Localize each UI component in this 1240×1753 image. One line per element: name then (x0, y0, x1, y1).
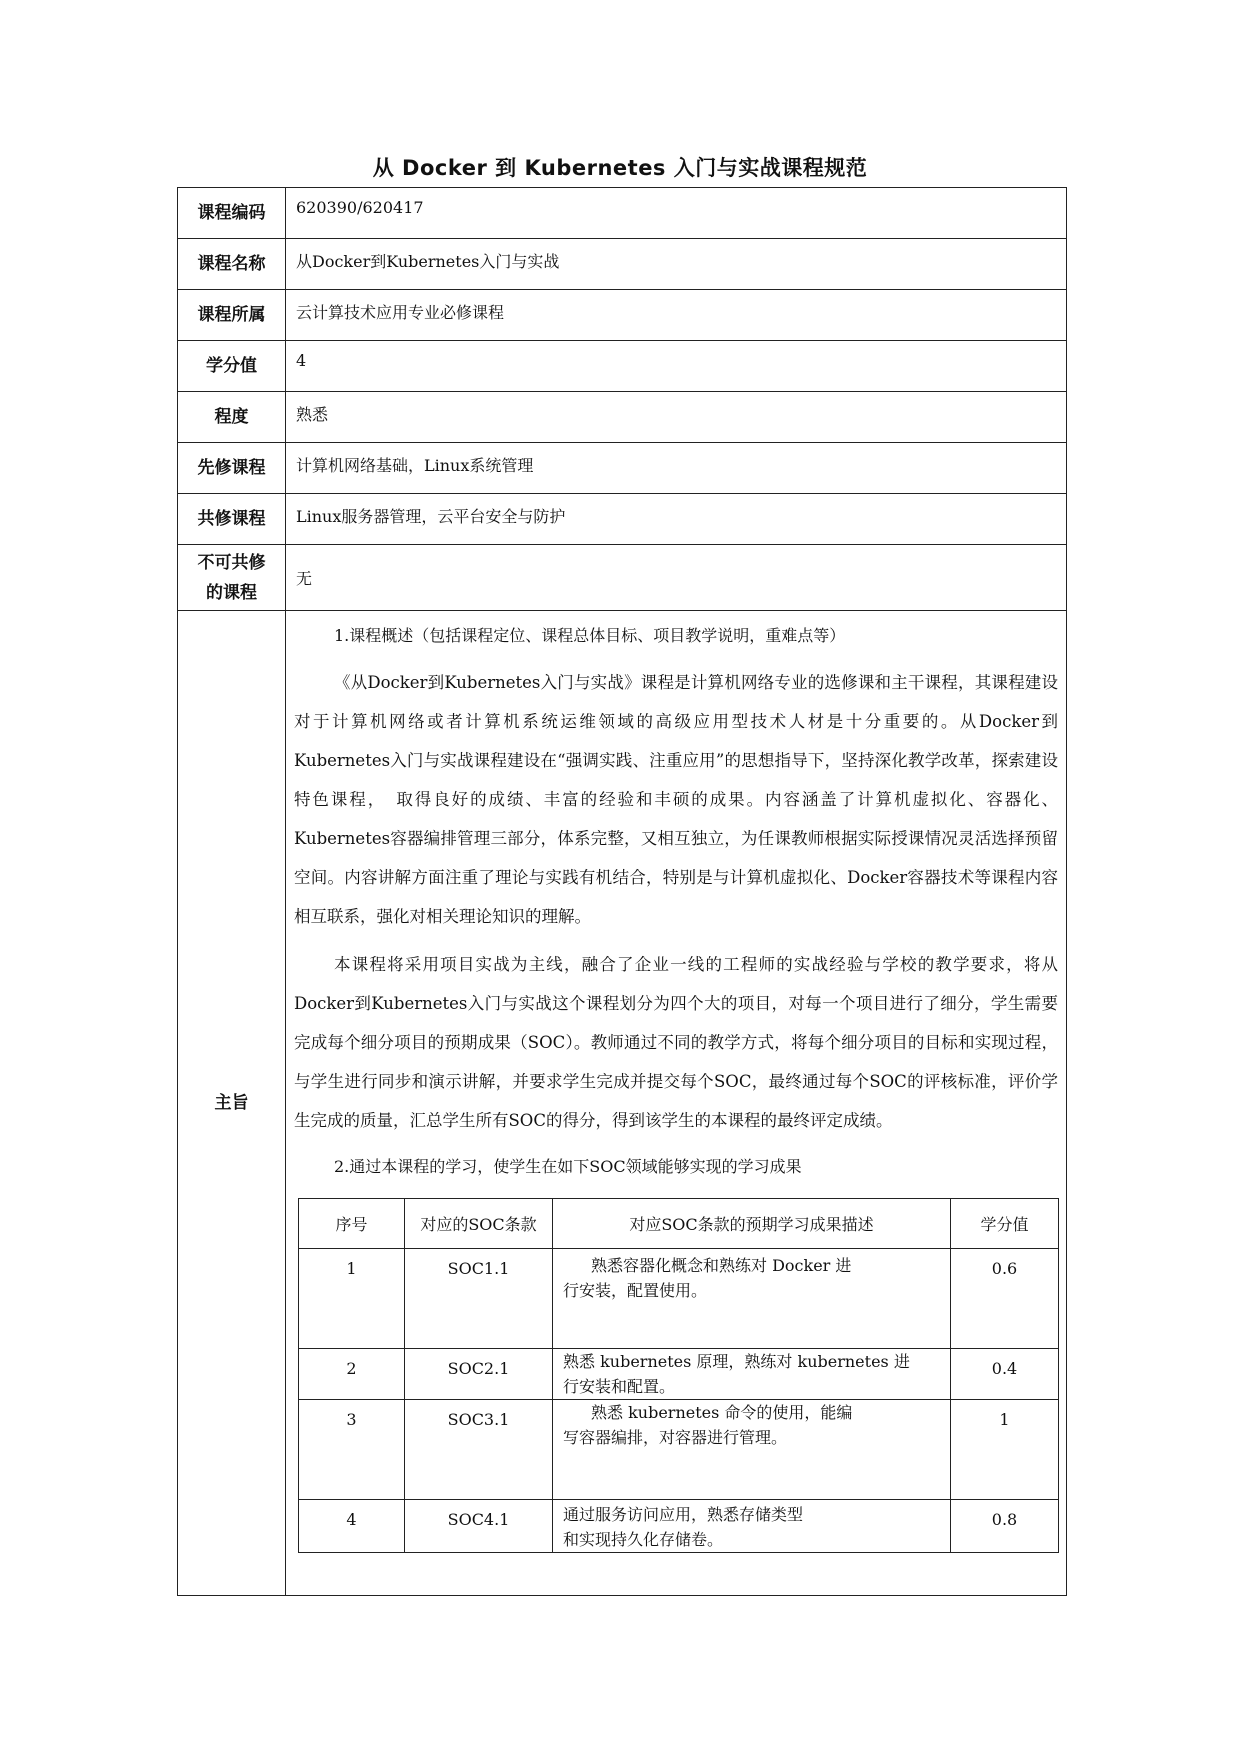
soc-header-cell: 对应的SOC条款 (405, 1199, 553, 1249)
soc-no: 1 (299, 1249, 405, 1349)
main-row (178, 611, 1067, 1596)
soc-row (299, 1500, 1059, 1553)
soc-desc-line: 和实现持久化存储卷。 (563, 1530, 724, 1549)
soc-code: SOC1.1 (405, 1249, 553, 1349)
soc-credit: 0.6 (951, 1249, 1059, 1349)
table-row (178, 443, 1067, 494)
row-label: 课程编码 (178, 188, 286, 239)
table-row (178, 290, 1067, 341)
soc-row (299, 1349, 1059, 1400)
soc-code: SOC4.1 (405, 1500, 553, 1553)
soc-desc (553, 1400, 951, 1500)
table-row (178, 341, 1067, 392)
method-paragraph: 本课程将采用项目实战为主线，融合了企业一线的工程师的实战经验与学校的教学要求，将从Docker到Kubernetes入门与实战这个课程划分为四个大的项目，对每一个项目进行了细分，学生需要完成每个细分项目的预期成果（SOC）。教师通过不同的教学方式，将每个细分项目的目标和实现过程，与学生进行同步和演示讲解，并要求学生完成并提交每个SOC，最终通过每个SOC的评核标准，评价学生完成的质量，汇总学生所有SOC的得分，得到该学生的本课程的最终评定成绩。 (294, 955, 1058, 1130)
soc-header-cell: 序号 (299, 1199, 405, 1249)
soc-credit: 0.4 (951, 1349, 1059, 1400)
noncoreq-label-line1: 不可共修 (197, 552, 266, 573)
row-value: 计算机网络基础，Linux系统管理 (286, 443, 1067, 494)
table-row (178, 239, 1067, 290)
row-label: 共修课程 (178, 494, 286, 545)
soc-header-cell: 学分值 (951, 1199, 1059, 1249)
soc-desc-line: 熟悉 kubernetes 原理，熟练对 kubernetes 进 (563, 1352, 910, 1371)
soc-row (299, 1400, 1059, 1500)
row-label: 课程所属 (178, 290, 286, 341)
table-row (178, 188, 1067, 239)
soc-no: 2 (299, 1349, 405, 1400)
soc-desc (553, 1500, 951, 1553)
section-heading-1: 1.课程概述（包括课程定位、课程总体目标、项目教学说明，重难点等） (334, 626, 846, 645)
soc-desc-line: 行安装和配置。 (563, 1377, 676, 1396)
soc-table (298, 1198, 1059, 1553)
row-value: 从Docker到Kubernetes入门与实战 (286, 239, 1067, 290)
overview-paragraph: 《从Docker到Kubernetes入门与实战》课程是计算机网络专业的选修课和主干课程，其课程建设对于计算机网络或者计算机系统运维领域的高级应用型技术人材是十分重要的。从Docker到Kubernetes入门与实战课程建设在“强调实践、注重应用”的思想指导下，坚持深化教学改革，探索建设特色课程， 取得良好的成绩、丰富的经验和丰硕的成果。内容涵盖了计算机虚拟化、容器化、Kubernetes容器编排管理三部分，体系完整，又相互独立，为任课教师根据实际授课情况灵活选择预留空间。内容讲解方面注重了理论与实践有机结合，特别是与计算机虚拟化、Docker容器技术等课程内容相互联系，强化对相关理论知识的理解。 (294, 673, 1058, 926)
row-value: 4 (286, 341, 1067, 392)
row-label: 学分值 (178, 341, 286, 392)
row-value: 620390/620417 (286, 188, 1067, 239)
soc-code: SOC3.1 (405, 1400, 553, 1500)
main-content (286, 611, 1067, 1596)
row-value: 无 (286, 545, 1067, 611)
soc-no: 4 (299, 1500, 405, 1553)
row-value: 云计算技术应用专业必修课程 (286, 290, 1067, 341)
soc-no: 3 (299, 1400, 405, 1500)
row-label (178, 545, 286, 611)
section-heading-2: 2.通过本课程的学习，使学生在如下SOC领域能够实现的学习成果 (334, 1157, 802, 1176)
soc-code: SOC2.1 (405, 1349, 553, 1400)
row-value: 熟悉 (286, 392, 1067, 443)
course-spec-table (177, 187, 1067, 1596)
page-title: 从 Docker 到 Kubernetes 入门与实战课程规范 (372, 156, 868, 180)
soc-header-row (299, 1199, 1059, 1249)
soc-desc-line: 写容器编排，对容器进行管理。 (563, 1428, 788, 1447)
soc-desc-line: 熟悉 kubernetes 命令的使用，能编 (591, 1403, 853, 1422)
row-label: 先修课程 (178, 443, 286, 494)
soc-desc-line: 行安装，配置使用。 (563, 1281, 708, 1300)
row-value: Linux服务器管理，云平台安全与防护 (286, 494, 1067, 545)
table-row (178, 494, 1067, 545)
soc-desc (553, 1249, 951, 1349)
table-row (178, 545, 1067, 611)
soc-desc-line: 熟悉容器化概念和熟练对 Docker 进 (591, 1256, 852, 1275)
row-label: 课程名称 (178, 239, 286, 290)
soc-desc-line: 通过服务访问应用，熟悉存储类型 (563, 1505, 804, 1524)
soc-header-cell: 对应SOC条款的预期学习成果描述 (553, 1199, 951, 1249)
row-label: 程度 (178, 392, 286, 443)
soc-credit: 1 (951, 1400, 1059, 1500)
soc-row (299, 1249, 1059, 1349)
noncoreq-label-line2: 的课程 (206, 582, 257, 603)
soc-credit: 0.8 (951, 1500, 1059, 1553)
soc-desc (553, 1349, 951, 1400)
main-label: 主旨 (178, 611, 286, 1596)
table-row (178, 392, 1067, 443)
